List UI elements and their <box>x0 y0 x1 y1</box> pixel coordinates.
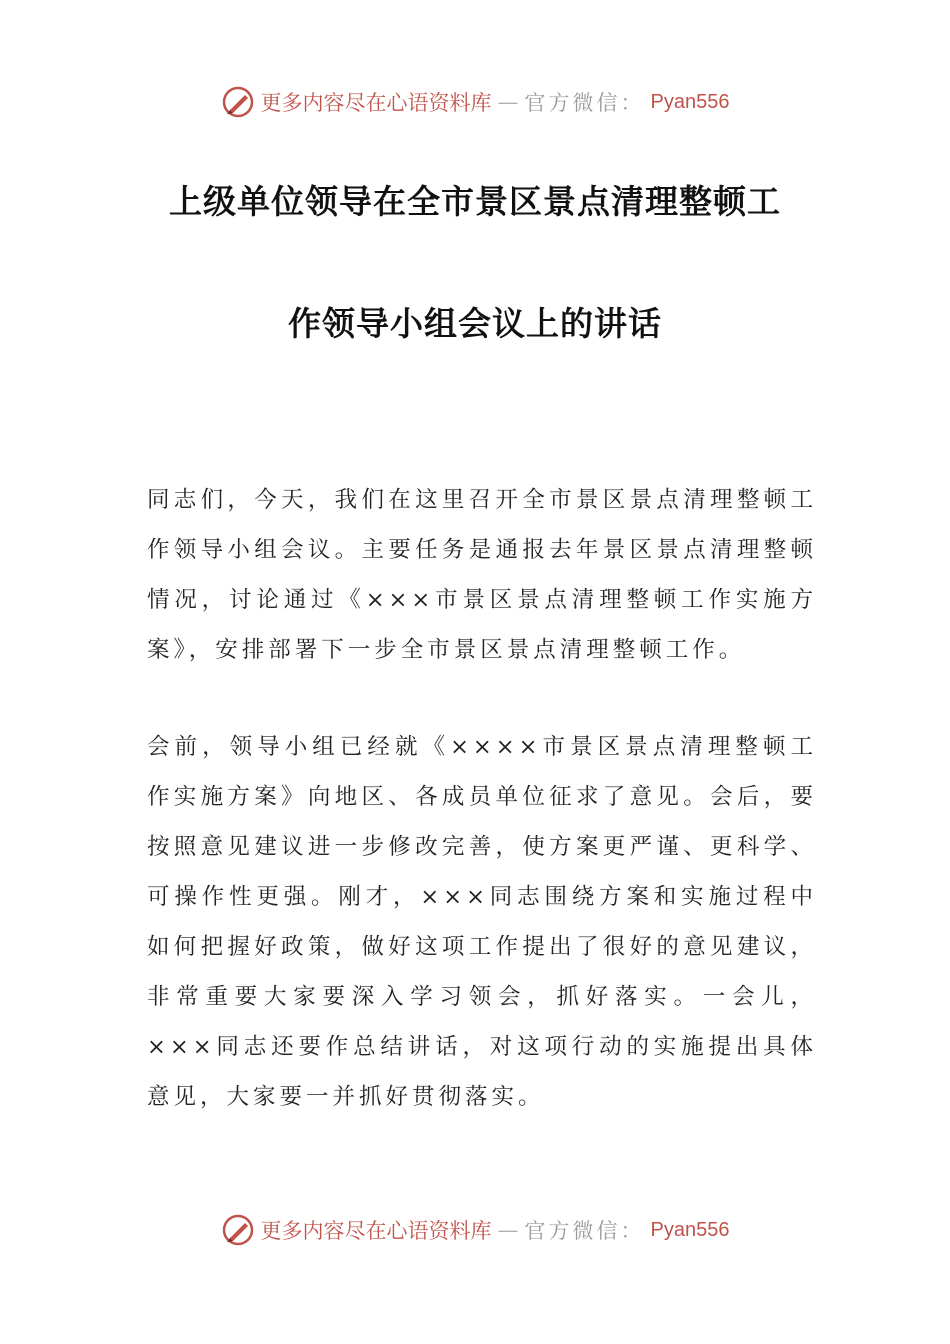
header-watermark <box>0 82 950 122</box>
watermark-dash: — <box>497 1218 519 1242</box>
watermark-wechat-label: 官方微信： <box>524 91 645 115</box>
watermark-site-text: 更多内容尽在心语资料库 <box>260 1219 492 1243</box>
watermark-wechat-label: 官方微信： <box>524 1219 645 1243</box>
pen-circle-logo-icon <box>221 85 255 119</box>
footer-watermark <box>0 1210 950 1250</box>
watermark-wechat-id: Pyan556 <box>650 90 730 113</box>
document-title-line2: 作领导小组会议上的讲话 <box>288 304 662 343</box>
document-title-line1: 上级单位领导在全市景区景点清理整顿工 <box>169 182 781 221</box>
pen-circle-logo-icon <box>221 1213 255 1247</box>
watermark-wechat-id: Pyan556 <box>650 1218 730 1241</box>
watermark-dash: — <box>497 90 519 114</box>
body-paragraph-1: 同志们，今天，我们在这里召开全市景区景点清理整顿工作领导小组会议。主要任务是通报去年景区景点清理整顿情况，讨论通过《×××市景区景点清理整顿工作实施方案》，安排部署下一步全市景区景点清理整顿工作。 <box>147 487 817 663</box>
watermark-site-text: 更多内容尽在心语资料库 <box>260 91 492 115</box>
body-paragraph-2: 会前，领导小组已经就《××××市景区景点清理整顿工作实施方案》向地区、各成员单位征求了意见。会后，要按照意见建议进一步修改完善，使方案更严谨、更科学、可操作性更强。刚才，×××同志围绕方案和实施过程中如何把握好政策，做好这项工作提出了很好的意见建议，非常重要大家要深入学习领会，抓好落实。一会儿，×××同志还要作总结讲话，对这项行动的实施提出具体意见，大家要一并抓好贯彻落实。 <box>147 734 817 1110</box>
